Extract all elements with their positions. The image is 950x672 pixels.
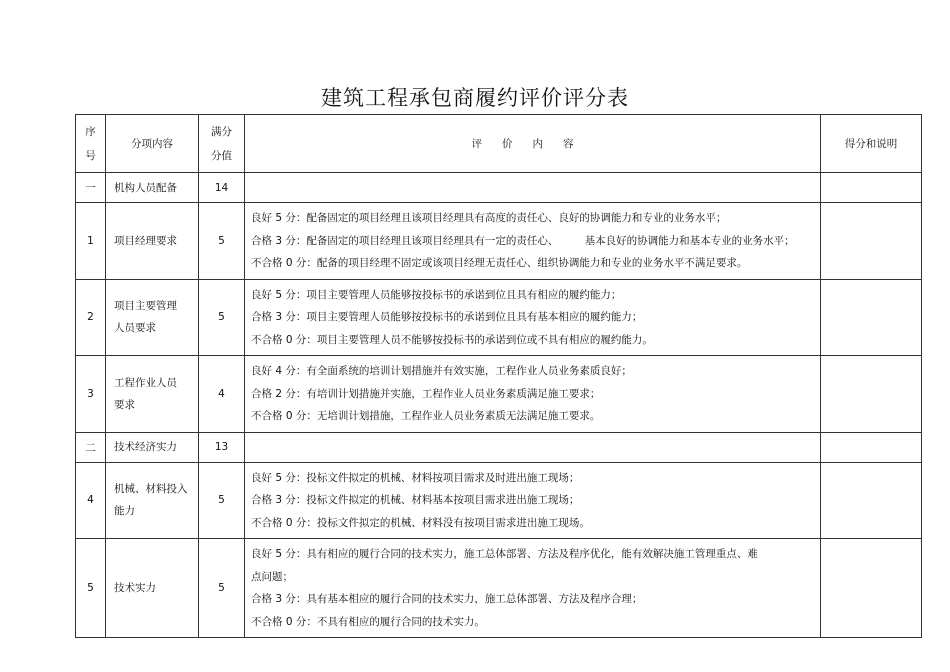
item-name: 技术实力 bbox=[106, 539, 199, 638]
item-criteria: 良好 5 分：项目主要管理人员能够按投标书的承诺到位且具有相应的履约能力； 合格 3 分：项目主要管理人员能够按投标书的承诺到位且具有基本相应的履约能力； 不合格 0 分：项目主要管理人员不能够按投标书的承诺到位或不具有相应的履约能力。 bbox=[245, 279, 821, 356]
table-header-row bbox=[76, 115, 922, 173]
category-row bbox=[76, 432, 922, 462]
category-index: 二 bbox=[76, 432, 106, 462]
table-row bbox=[76, 462, 922, 539]
item-name: 机械、材料投入 能力 bbox=[106, 462, 199, 539]
item-note bbox=[821, 462, 922, 539]
category-criteria bbox=[245, 173, 821, 203]
category-score: 14 bbox=[199, 173, 245, 203]
evaluation-table bbox=[75, 114, 922, 638]
item-criteria: 良好 5 分：具有相应的履行合同的技术实力，施工总体部署、方法及程序优化，能有效解决施工管理重点、难 点问题； 合格 3 分：具有基本相应的履行合同的技术实力，施工总体部署、方法及程序合理； 不合格 0 分：不具有相应的履行合同的技术实力。 bbox=[245, 539, 821, 638]
item-name: 工程作业人员 要求 bbox=[106, 356, 199, 433]
item-score: 5 bbox=[199, 539, 245, 638]
item-name: 项目经理要求 bbox=[106, 203, 199, 280]
header-score: 满分 分值 bbox=[199, 115, 245, 173]
table-row bbox=[76, 356, 922, 433]
item-note bbox=[821, 356, 922, 433]
header-note: 得分和说明 bbox=[821, 115, 922, 173]
category-name: 技术经济实力 bbox=[106, 432, 199, 462]
item-score: 5 bbox=[199, 203, 245, 280]
item-criteria: 良好 4 分：有全面系统的培训计划措施并有效实施，工程作业人员业务素质良好； 合格 2 分：有培训计划措施并实施，工程作业人员业务素质满足施工要求； 不合格 0 分：无培训计划措施，工程作业人员业务素质无法满足施工要求。 bbox=[245, 356, 821, 433]
category-row bbox=[76, 173, 922, 203]
item-note bbox=[821, 203, 922, 280]
table-row bbox=[76, 279, 922, 356]
category-score: 13 bbox=[199, 432, 245, 462]
item-index: 1 bbox=[76, 203, 106, 280]
category-name: 机构人员配备 bbox=[106, 173, 199, 203]
item-index: 5 bbox=[76, 539, 106, 638]
header-item: 分项内容 bbox=[106, 115, 199, 173]
item-index: 2 bbox=[76, 279, 106, 356]
item-criteria: 良好 5 分：配备固定的项目经理且该项目经理具有高度的责任心、良好的协调能力和专业的业务水平； 合格 3 分：配备固定的项目经理且该项目经理具有一定的责任心、 基本良好的协调能力和基本专业的业务水平； 不合格 0 分：配备的项目经理不固定或该项目经理无责任心、组织协调能力和专业的业务水平不满足要求。 bbox=[245, 203, 821, 280]
item-score: 5 bbox=[199, 462, 245, 539]
category-criteria bbox=[245, 432, 821, 462]
header-evaluation: 评价内容 bbox=[245, 115, 821, 173]
item-note bbox=[821, 539, 922, 638]
category-note bbox=[821, 173, 922, 203]
item-index: 4 bbox=[76, 462, 106, 539]
category-note bbox=[821, 432, 922, 462]
item-criteria: 良好 5 分：投标文件拟定的机械、材料按项目需求及时进出施工现场； 合格 3 分：投标文件拟定的机械、材料基本按项目需求进出施工现场； 不合格 0 分：投标文件拟定的机械、材料没有按项目需求进出施工现场。 bbox=[245, 462, 821, 539]
category-index: 一 bbox=[76, 173, 106, 203]
item-note bbox=[821, 279, 922, 356]
header-seq: 序 号 bbox=[76, 115, 106, 173]
item-index: 3 bbox=[76, 356, 106, 433]
item-score: 4 bbox=[199, 356, 245, 433]
item-score: 5 bbox=[199, 279, 245, 356]
page-title: 建筑工程承包商履约评价评分表 bbox=[321, 86, 629, 110]
table-row bbox=[76, 203, 922, 280]
item-name: 项目主要管理 人员要求 bbox=[106, 279, 199, 356]
table-row bbox=[76, 539, 922, 638]
